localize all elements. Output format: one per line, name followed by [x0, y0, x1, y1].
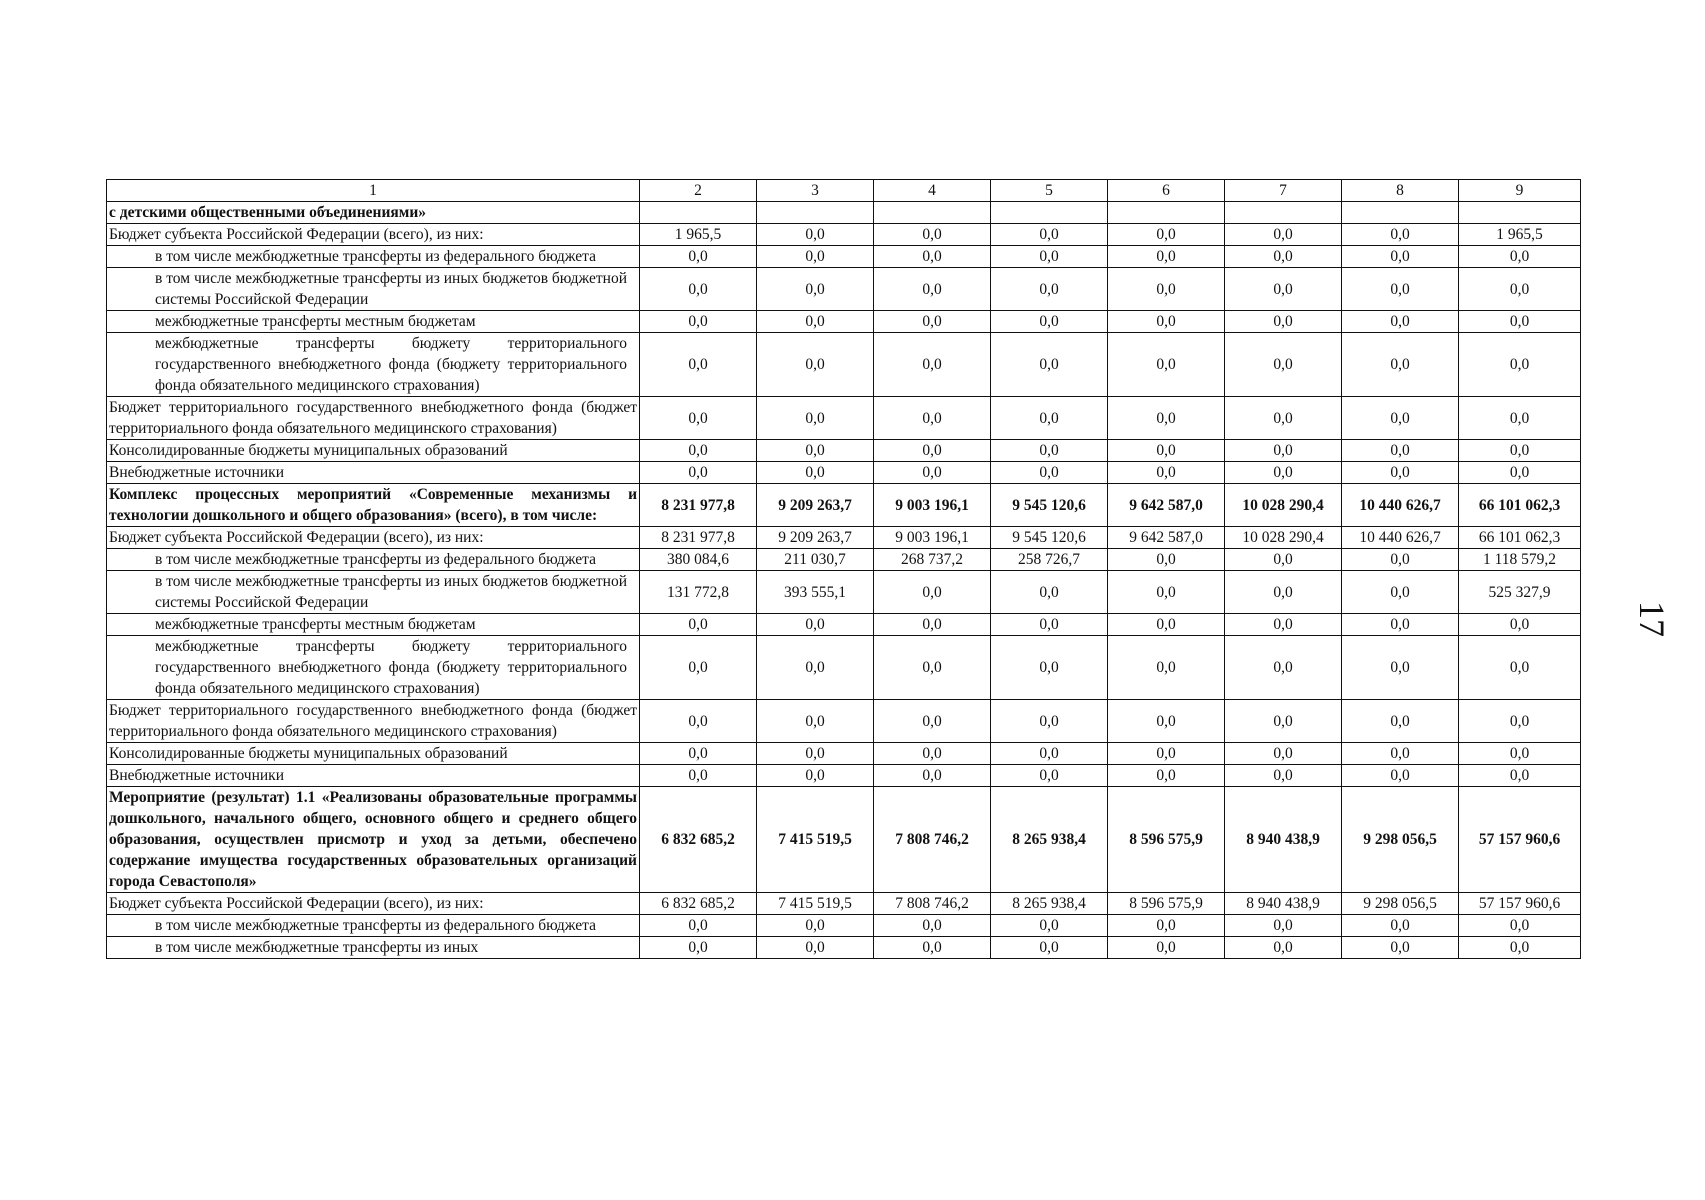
- column-header-cell: 3: [757, 180, 874, 202]
- column-number-header: [107, 180, 1581, 202]
- value-cell: 0,0: [1459, 268, 1581, 311]
- value-cell: 8 596 575,9: [1108, 787, 1225, 893]
- value-cell: 9 545 120,6: [991, 527, 1108, 549]
- row-label: в том числе межбюджетные трансферты из иных бюджетов бюджетной системы Российской Федерации: [107, 268, 640, 311]
- value-cell: 0,0: [1108, 636, 1225, 700]
- value-cell: 0,0: [874, 440, 991, 462]
- value-cell: 0,0: [1342, 700, 1459, 743]
- value-cell: 0,0: [757, 311, 874, 333]
- value-cell: 57 157 960,6: [1459, 893, 1581, 915]
- value-cell: 1 965,5: [1459, 224, 1581, 246]
- value-cell: 7 415 519,5: [757, 893, 874, 915]
- value-cell: 0,0: [874, 700, 991, 743]
- table-row: [107, 787, 1581, 893]
- value-cell: 0,0: [757, 268, 874, 311]
- row-label: Бюджет субъекта Российской Федерации (всего), из них:: [107, 527, 640, 549]
- value-cell: 0,0: [1459, 700, 1581, 743]
- row-label: межбюджетные трансферты местным бюджетам: [107, 311, 640, 333]
- row-label: Комплекс процессных мероприятий «Современные механизмы и технологии дошкольного и общего образования» (всего), в том числе:: [107, 484, 640, 527]
- row-label: межбюджетные трансферты местным бюджетам: [107, 614, 640, 636]
- value-cell: 0,0: [640, 915, 757, 937]
- value-cell: 8 231 977,8: [640, 527, 757, 549]
- value-cell: 0,0: [757, 765, 874, 787]
- value-cell: 0,0: [1108, 333, 1225, 397]
- table-row: [107, 462, 1581, 484]
- value-cell: 0,0: [757, 614, 874, 636]
- row-label: Внебюджетные источники: [107, 462, 640, 484]
- column-header-cell: 5: [991, 180, 1108, 202]
- value-cell: 0,0: [640, 743, 757, 765]
- row-label: в том числе межбюджетные трансферты из иных бюджетов бюджетной системы Российской Федерации: [107, 571, 640, 614]
- table-row: [107, 268, 1581, 311]
- row-label: межбюджетные трансферты бюджету территориального государственного внебюджетного фонда (бюджету территориального фонда обязательного медицинского страхования): [107, 636, 640, 700]
- value-cell: 268 737,2: [874, 549, 991, 571]
- value-cell: 0,0: [1225, 462, 1342, 484]
- table-row: [107, 636, 1581, 700]
- value-cell: 0,0: [874, 614, 991, 636]
- value-cell: 0,0: [874, 915, 991, 937]
- value-cell: 0,0: [1459, 765, 1581, 787]
- value-cell: 0,0: [874, 765, 991, 787]
- value-cell: 0,0: [991, 636, 1108, 700]
- value-cell: 66 101 062,3: [1459, 527, 1581, 549]
- value-cell: 0,0: [1342, 311, 1459, 333]
- budget-table: [106, 179, 1581, 959]
- table-row: [107, 527, 1581, 549]
- budget-table-body: [107, 180, 1581, 959]
- value-cell: 0,0: [1108, 614, 1225, 636]
- value-cell: 0,0: [1459, 246, 1581, 268]
- row-label: Бюджет территориального государственного внебюджетного фонда (бюджет территориального фонда обязательного медицинского страхования): [107, 397, 640, 440]
- value-cell: 0,0: [874, 743, 991, 765]
- value-cell: 0,0: [991, 224, 1108, 246]
- value-cell: 0,0: [1108, 571, 1225, 614]
- value-cell: 6 832 685,2: [640, 893, 757, 915]
- row-label: в том числе межбюджетные трансферты из федерального бюджета: [107, 549, 640, 571]
- value-cell: 0,0: [757, 937, 874, 959]
- row-label: Мероприятие (результат) 1.1 «Реализованы образовательные программы дошкольного, начального общего, основного общего и среднего общего образования, осуществлен присмотр и уход за детьми, обеспечено содержание имущества государственных образовательных организаций города Севастополя»: [107, 787, 640, 893]
- value-cell: 0,0: [1342, 614, 1459, 636]
- value-cell: 0,0: [1225, 700, 1342, 743]
- value-cell: 0,0: [1342, 397, 1459, 440]
- value-cell: 0,0: [1342, 268, 1459, 311]
- table-row: [107, 700, 1581, 743]
- value-cell: 10 440 626,7: [1342, 527, 1459, 549]
- table-row: [107, 224, 1581, 246]
- value-cell: 0,0: [757, 333, 874, 397]
- value-cell: 9 003 196,1: [874, 527, 991, 549]
- value-cell: 0,0: [1459, 636, 1581, 700]
- value-cell: 0,0: [1342, 743, 1459, 765]
- value-cell: 0,0: [1342, 636, 1459, 700]
- table-row: [107, 765, 1581, 787]
- table-row: [107, 246, 1581, 268]
- value-cell: 0,0: [757, 700, 874, 743]
- value-cell: 0,0: [1342, 246, 1459, 268]
- row-label: Консолидированные бюджеты муниципальных образований: [107, 743, 640, 765]
- column-header-cell: 2: [640, 180, 757, 202]
- value-cell: [757, 202, 874, 224]
- table-row: [107, 397, 1581, 440]
- value-cell: 0,0: [991, 765, 1108, 787]
- value-cell: 0,0: [1459, 440, 1581, 462]
- value-cell: 0,0: [1342, 224, 1459, 246]
- table-row: [107, 893, 1581, 915]
- value-cell: 9 003 196,1: [874, 484, 991, 527]
- value-cell: 0,0: [640, 700, 757, 743]
- value-cell: 131 772,8: [640, 571, 757, 614]
- table-row: [107, 549, 1581, 571]
- value-cell: 10 028 290,4: [1225, 527, 1342, 549]
- value-cell: 0,0: [640, 937, 757, 959]
- value-cell: 0,0: [874, 636, 991, 700]
- column-header-cell: 9: [1459, 180, 1581, 202]
- value-cell: 0,0: [991, 571, 1108, 614]
- value-cell: 0,0: [1225, 743, 1342, 765]
- column-header-cell: 6: [1108, 180, 1225, 202]
- value-cell: [640, 202, 757, 224]
- value-cell: 0,0: [1225, 268, 1342, 311]
- value-cell: 0,0: [991, 614, 1108, 636]
- table-row: [107, 202, 1581, 224]
- value-cell: 0,0: [757, 915, 874, 937]
- value-cell: 0,0: [1108, 700, 1225, 743]
- value-cell: 7 808 746,2: [874, 787, 991, 893]
- value-cell: 0,0: [991, 743, 1108, 765]
- value-cell: 0,0: [1108, 311, 1225, 333]
- column-header-cell: 7: [1225, 180, 1342, 202]
- value-cell: 0,0: [1342, 462, 1459, 484]
- table-row: [107, 743, 1581, 765]
- value-cell: 0,0: [991, 268, 1108, 311]
- table-row: [107, 333, 1581, 397]
- value-cell: 0,0: [874, 397, 991, 440]
- value-cell: 0,0: [640, 765, 757, 787]
- value-cell: 9 298 056,5: [1342, 893, 1459, 915]
- column-header-cell: 1: [107, 180, 640, 202]
- value-cell: 9 209 263,7: [757, 527, 874, 549]
- value-cell: 0,0: [1225, 224, 1342, 246]
- value-cell: 0,0: [1225, 246, 1342, 268]
- value-cell: 0,0: [640, 636, 757, 700]
- column-header-cell: 8: [1342, 180, 1459, 202]
- table-row: [107, 440, 1581, 462]
- value-cell: 0,0: [991, 311, 1108, 333]
- value-cell: 0,0: [1108, 397, 1225, 440]
- row-label: Внебюджетные источники: [107, 765, 640, 787]
- value-cell: 0,0: [1108, 246, 1225, 268]
- value-cell: 0,0: [1459, 397, 1581, 440]
- value-cell: 211 030,7: [757, 549, 874, 571]
- value-cell: 7 415 519,5: [757, 787, 874, 893]
- value-cell: 9 209 263,7: [757, 484, 874, 527]
- value-cell: 0,0: [1225, 397, 1342, 440]
- value-cell: 0,0: [991, 462, 1108, 484]
- value-cell: 0,0: [1108, 765, 1225, 787]
- value-cell: 0,0: [640, 311, 757, 333]
- value-cell: 380 084,6: [640, 549, 757, 571]
- value-cell: 0,0: [640, 268, 757, 311]
- value-cell: 0,0: [1459, 333, 1581, 397]
- value-cell: 0,0: [757, 397, 874, 440]
- value-cell: 0,0: [991, 397, 1108, 440]
- page-number: 17: [1632, 601, 1672, 637]
- value-cell: 0,0: [874, 311, 991, 333]
- value-cell: 0,0: [1225, 614, 1342, 636]
- value-cell: 0,0: [991, 333, 1108, 397]
- value-cell: 0,0: [1459, 462, 1581, 484]
- value-cell: 0,0: [757, 246, 874, 268]
- value-cell: 0,0: [640, 614, 757, 636]
- value-cell: 1 965,5: [640, 224, 757, 246]
- value-cell: [874, 202, 991, 224]
- value-cell: 0,0: [1342, 915, 1459, 937]
- value-cell: 0,0: [1225, 571, 1342, 614]
- value-cell: 0,0: [1108, 440, 1225, 462]
- value-cell: 8 265 938,4: [991, 787, 1108, 893]
- value-cell: 0,0: [757, 440, 874, 462]
- value-cell: 0,0: [1108, 743, 1225, 765]
- value-cell: 0,0: [1225, 549, 1342, 571]
- value-cell: 9 298 056,5: [1342, 787, 1459, 893]
- value-cell: [1342, 202, 1459, 224]
- value-cell: 393 555,1: [757, 571, 874, 614]
- value-cell: 57 157 960,6: [1459, 787, 1581, 893]
- table-row: [107, 937, 1581, 959]
- value-cell: 9 642 587,0: [1108, 484, 1225, 527]
- row-label: Бюджет субъекта Российской Федерации (всего), из них:: [107, 893, 640, 915]
- value-cell: 1 118 579,2: [1459, 549, 1581, 571]
- value-cell: 0,0: [874, 937, 991, 959]
- value-cell: 10 028 290,4: [1225, 484, 1342, 527]
- value-cell: 0,0: [1342, 765, 1459, 787]
- value-cell: 0,0: [874, 268, 991, 311]
- value-cell: 258 726,7: [991, 549, 1108, 571]
- value-cell: 0,0: [640, 397, 757, 440]
- value-cell: 0,0: [991, 700, 1108, 743]
- value-cell: 0,0: [640, 246, 757, 268]
- value-cell: 8 596 575,9: [1108, 893, 1225, 915]
- value-cell: 6 832 685,2: [640, 787, 757, 893]
- row-label: Бюджет субъекта Российской Федерации (всего), из них:: [107, 224, 640, 246]
- value-cell: 0,0: [1342, 571, 1459, 614]
- value-cell: 0,0: [991, 937, 1108, 959]
- value-cell: 8 940 438,9: [1225, 787, 1342, 893]
- budget-table-sheet: [106, 179, 1580, 959]
- value-cell: 0,0: [1459, 743, 1581, 765]
- value-cell: 0,0: [1459, 614, 1581, 636]
- table-row: [107, 915, 1581, 937]
- value-cell: 8 940 438,9: [1225, 893, 1342, 915]
- value-cell: 0,0: [1342, 549, 1459, 571]
- value-cell: 0,0: [640, 440, 757, 462]
- row-label: Бюджет территориального государственного внебюджетного фонда (бюджет территориального фонда обязательного медицинского страхования): [107, 700, 640, 743]
- value-cell: 66 101 062,3: [1459, 484, 1581, 527]
- value-cell: 0,0: [1342, 440, 1459, 462]
- value-cell: 0,0: [1225, 915, 1342, 937]
- value-cell: 0,0: [874, 224, 991, 246]
- value-cell: 8 231 977,8: [640, 484, 757, 527]
- value-cell: 0,0: [1342, 937, 1459, 959]
- value-cell: 0,0: [1225, 636, 1342, 700]
- value-cell: 10 440 626,7: [1342, 484, 1459, 527]
- value-cell: 0,0: [1225, 765, 1342, 787]
- value-cell: 0,0: [640, 333, 757, 397]
- value-cell: 0,0: [874, 333, 991, 397]
- value-cell: [991, 202, 1108, 224]
- value-cell: [1225, 202, 1342, 224]
- value-cell: 0,0: [991, 246, 1108, 268]
- value-cell: 0,0: [874, 246, 991, 268]
- value-cell: 0,0: [1342, 333, 1459, 397]
- row-label: с детскими общественными объединениями»: [107, 202, 640, 224]
- value-cell: [1459, 202, 1581, 224]
- value-cell: 0,0: [874, 571, 991, 614]
- value-cell: 0,0: [1225, 937, 1342, 959]
- row-label: в том числе межбюджетные трансферты из иных: [107, 937, 640, 959]
- row-label: в том числе межбюджетные трансферты из федерального бюджета: [107, 246, 640, 268]
- table-row: [107, 484, 1581, 527]
- value-cell: 0,0: [1459, 915, 1581, 937]
- value-cell: 0,0: [1225, 333, 1342, 397]
- value-cell: 9 545 120,6: [991, 484, 1108, 527]
- value-cell: 8 265 938,4: [991, 893, 1108, 915]
- value-cell: 0,0: [1225, 311, 1342, 333]
- value-cell: 0,0: [991, 440, 1108, 462]
- value-cell: 0,0: [1459, 937, 1581, 959]
- table-row: [107, 614, 1581, 636]
- value-cell: 7 808 746,2: [874, 893, 991, 915]
- value-cell: 0,0: [1459, 311, 1581, 333]
- value-cell: 0,0: [1108, 915, 1225, 937]
- row-label: межбюджетные трансферты бюджету территориального государственного внебюджетного фонда (бюджету территориального фонда обязательного медицинского страхования): [107, 333, 640, 397]
- value-cell: 0,0: [757, 462, 874, 484]
- value-cell: 0,0: [640, 462, 757, 484]
- value-cell: 0,0: [1108, 462, 1225, 484]
- value-cell: 0,0: [874, 462, 991, 484]
- row-label: Консолидированные бюджеты муниципальных образований: [107, 440, 640, 462]
- value-cell: 0,0: [1108, 268, 1225, 311]
- value-cell: 0,0: [1225, 440, 1342, 462]
- value-cell: 525 327,9: [1459, 571, 1581, 614]
- row-label: в том числе межбюджетные трансферты из федерального бюджета: [107, 915, 640, 937]
- value-cell: 0,0: [757, 636, 874, 700]
- column-header-cell: 4: [874, 180, 991, 202]
- value-cell: 0,0: [1108, 937, 1225, 959]
- value-cell: 0,0: [757, 743, 874, 765]
- value-cell: 9 642 587,0: [1108, 527, 1225, 549]
- value-cell: 0,0: [1108, 549, 1225, 571]
- table-row: [107, 571, 1581, 614]
- value-cell: 0,0: [757, 224, 874, 246]
- value-cell: 0,0: [991, 915, 1108, 937]
- value-cell: [1108, 202, 1225, 224]
- value-cell: 0,0: [1108, 224, 1225, 246]
- table-row: [107, 311, 1581, 333]
